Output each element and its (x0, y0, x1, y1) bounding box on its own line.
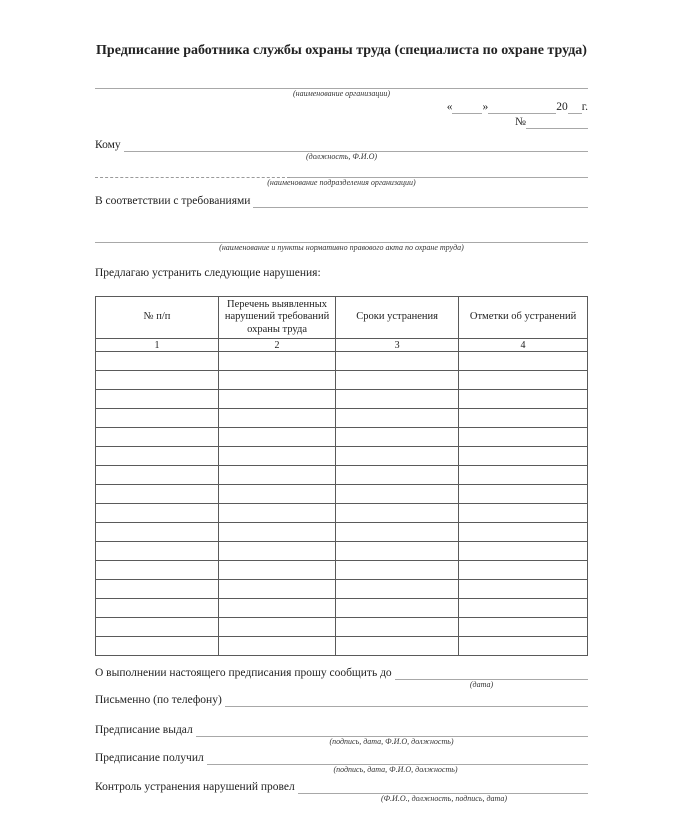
empty-cell[interactable] (459, 542, 588, 561)
empty-cell[interactable] (96, 599, 219, 618)
table-row (96, 352, 588, 371)
date-year-suffix: г. (581, 101, 588, 113)
empty-cell[interactable] (96, 504, 219, 523)
document-number-blank[interactable] (526, 116, 588, 129)
empty-cell[interactable] (219, 428, 336, 447)
division-caption: (наименование подразделения организации) (267, 178, 416, 187)
empty-cell[interactable] (96, 447, 219, 466)
empty-cell[interactable] (219, 618, 336, 637)
empty-cell[interactable] (336, 390, 459, 409)
table-row (96, 485, 588, 504)
empty-cell[interactable] (336, 428, 459, 447)
date-open-quote: « (446, 101, 453, 113)
report-by-label: О выполнении настоящего предписания прошу сообщить до (95, 667, 392, 679)
empty-cell[interactable] (96, 637, 219, 656)
empty-cell[interactable] (219, 637, 336, 656)
empty-cell[interactable] (459, 618, 588, 637)
empty-cell[interactable] (459, 504, 588, 523)
number-line (95, 115, 588, 129)
received-blank[interactable] (207, 752, 588, 765)
empty-cell[interactable] (336, 542, 459, 561)
normative-act-blank[interactable] (95, 230, 588, 243)
column-number-2: 2 (219, 339, 336, 352)
column-header-1: № п/п (96, 297, 219, 339)
empty-cell[interactable] (459, 428, 588, 447)
violations-table (95, 296, 588, 656)
empty-cell[interactable] (96, 371, 219, 390)
empty-cell[interactable] (219, 561, 336, 580)
column-header-4: Отметки об устранений (459, 297, 588, 339)
empty-cell[interactable] (336, 485, 459, 504)
table-row (96, 542, 588, 561)
table-body (96, 352, 588, 656)
issued-caption: (подпись, дата, Ф.И.О, должность) (329, 737, 454, 746)
empty-cell[interactable] (96, 561, 219, 580)
table-row (96, 618, 588, 637)
received-caption: (подпись, дата, Ф.И.О, должность) (333, 765, 458, 774)
to-caption: (должность, Ф.И.О) (305, 152, 378, 161)
number-label: № (515, 116, 526, 128)
table-row (96, 599, 588, 618)
empty-cell[interactable] (219, 580, 336, 599)
empty-cell[interactable] (96, 352, 219, 371)
table-header-row (96, 297, 588, 339)
empty-cell[interactable] (336, 466, 459, 485)
empty-cell[interactable] (336, 504, 459, 523)
organization-name-blank[interactable] (95, 76, 588, 89)
empty-cell[interactable] (459, 485, 588, 504)
empty-cell[interactable] (336, 599, 459, 618)
accordance-blank[interactable] (253, 195, 588, 208)
date-day-blank[interactable] (452, 101, 482, 114)
empty-cell[interactable] (336, 618, 459, 637)
to-label: Кому (95, 139, 121, 151)
empty-cell[interactable] (336, 352, 459, 371)
empty-cell[interactable] (96, 542, 219, 561)
empty-cell[interactable] (219, 409, 336, 428)
table-row (96, 409, 588, 428)
date-close-quote: » (482, 101, 489, 113)
empty-cell[interactable] (219, 504, 336, 523)
empty-cell[interactable] (96, 390, 219, 409)
empty-cell[interactable] (219, 447, 336, 466)
empty-cell[interactable] (459, 599, 588, 618)
empty-cell[interactable] (96, 485, 219, 504)
empty-cell[interactable] (219, 390, 336, 409)
table-row (96, 447, 588, 466)
empty-cell[interactable] (219, 466, 336, 485)
division-blank[interactable] (290, 165, 588, 178)
empty-cell[interactable] (336, 580, 459, 599)
table-row (96, 504, 588, 523)
table-row (96, 371, 588, 390)
control-label: Контроль устранения нарушений провел (95, 781, 295, 793)
column-header-2: Перечень выявленных нарушений требований охраны труда (219, 297, 336, 339)
proposal-text: Предлагаю устранить следующие нарушения: (95, 267, 321, 279)
empty-cell[interactable] (459, 466, 588, 485)
empty-cell[interactable] (219, 485, 336, 504)
empty-cell[interactable] (459, 352, 588, 371)
empty-cell[interactable] (336, 523, 459, 542)
received-label: Предписание получил (95, 752, 204, 764)
empty-cell[interactable] (459, 371, 588, 390)
empty-cell[interactable] (219, 599, 336, 618)
date-line (95, 100, 588, 114)
written-label: Письменно (по телефону) (95, 694, 222, 706)
table-row (96, 466, 588, 485)
accordance-caption: (наименование и пункты нормативно правового акта по охране труда) (219, 243, 464, 252)
report-by-blank[interactable] (395, 667, 588, 680)
table-row (96, 637, 588, 656)
organization-caption: (наименование организации) (292, 89, 391, 98)
accordance-label: В соответствии с требованиями (95, 195, 251, 207)
table-row (96, 428, 588, 447)
empty-cell[interactable] (96, 409, 219, 428)
empty-cell[interactable] (219, 371, 336, 390)
control-caption: (Ф.И.О., должность, подпись, дата) (380, 794, 508, 803)
empty-cell[interactable] (459, 561, 588, 580)
to-blank[interactable] (124, 139, 588, 152)
empty-cell[interactable] (459, 523, 588, 542)
issued-label: Предписание выдал (95, 724, 193, 736)
table-row (96, 390, 588, 409)
column-number-3: 3 (336, 339, 459, 352)
column-number-4: 4 (459, 339, 588, 352)
empty-cell[interactable] (219, 542, 336, 561)
document-title: Предписание работника службы охраны труда (специалиста по охране труда) (96, 43, 587, 58)
empty-cell[interactable] (96, 428, 219, 447)
table-row (96, 561, 588, 580)
empty-cell[interactable] (459, 390, 588, 409)
table-row (96, 580, 588, 599)
empty-cell[interactable] (336, 409, 459, 428)
control-blank[interactable] (298, 781, 588, 794)
empty-cell[interactable] (219, 523, 336, 542)
table-number-row (96, 339, 588, 352)
empty-cell[interactable] (336, 371, 459, 390)
empty-cell[interactable] (336, 561, 459, 580)
empty-cell[interactable] (459, 447, 588, 466)
empty-cell[interactable] (96, 580, 219, 599)
empty-cell[interactable] (459, 409, 588, 428)
empty-cell[interactable] (219, 352, 336, 371)
empty-cell[interactable] (336, 637, 459, 656)
column-header-3: Сроки устранения (336, 297, 459, 339)
empty-cell[interactable] (336, 447, 459, 466)
report-by-caption: (дата) (469, 680, 494, 689)
written-blank[interactable] (225, 694, 588, 707)
date-month-blank[interactable] (488, 101, 556, 114)
empty-cell[interactable] (459, 637, 588, 656)
division-blank-left[interactable] (95, 165, 290, 178)
empty-cell[interactable] (96, 523, 219, 542)
date-year-prefix: 20 (556, 101, 568, 113)
empty-cell[interactable] (459, 580, 588, 599)
column-number-1: 1 (96, 339, 219, 352)
empty-cell[interactable] (96, 618, 219, 637)
empty-cell[interactable] (96, 466, 219, 485)
table-row (96, 523, 588, 542)
issued-blank[interactable] (196, 724, 588, 737)
date-year-blank[interactable] (568, 101, 582, 114)
